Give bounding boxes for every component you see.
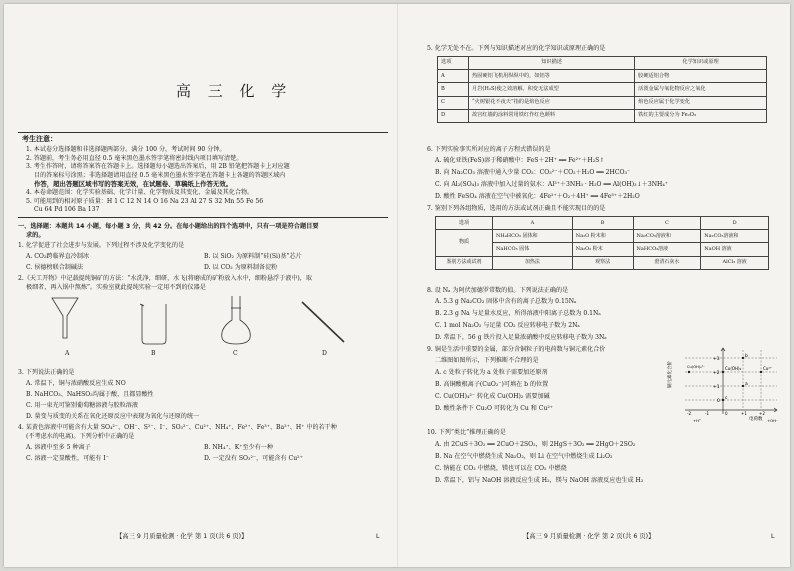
q1-stem: 1. 化学促进了社会进步与发展。下列过程不涉及化学变化的是: [18, 242, 185, 249]
q5-header-desc: 知识描述: [469, 57, 635, 70]
chart-label-a: a: [745, 382, 748, 387]
q10-option-b: B. Na 在空气中燃烧生成 Na₂O₂，则 Li 在空气中燃烧生成 Li₂O₂: [435, 453, 613, 460]
q7-stem: 7. 鉴别下列各组物质，选用的方法或试剂正确且不能实现目的的是: [427, 205, 606, 212]
page-2: [397, 4, 790, 567]
notes-bottom-rule: [18, 217, 388, 218]
q6-option-c: C. 向 Al₂(SO₄)₃ 溶液中加入过量的氨水：Al³⁺＋3NH₃ · H₂O ══ Al(OH)₃↓＋3NH₄⁺: [435, 181, 669, 188]
q3-stem: 3. 下列说法正确的是: [18, 369, 75, 376]
note-line-1: 1. 本试卷分选择题和非选择题两部分。满分 100 分，考试时间 90 分钟。: [26, 146, 226, 153]
funnel-icon: [52, 298, 78, 338]
note-line-3: 3. 考生作答时，请将答案答在答题卡上。选择题每小题选出答案后，用 2B 铅笔把答题卡上对应题: [26, 163, 290, 170]
chart-ytick-2: +2: [713, 371, 720, 376]
chart-point-cuoh2: [722, 371, 724, 373]
chart-xtick-m2: -2: [687, 411, 691, 416]
q5-row-b-option: B: [438, 83, 469, 96]
q7-c-substance-2: NaHCO₃溶液: [633, 243, 701, 256]
q6-option-d: D. 酸性 FeSO₄ 溶液在空气中被氧化：4Fe²⁺＋O₂＋4H⁺ ══ 4Fe³⁺＋2H₂O: [435, 193, 640, 200]
chart-label-cu2plus: Cu²⁺: [763, 366, 773, 371]
section-1-heading-cont: 求的。: [26, 232, 45, 239]
copper-valence-chart: [665, 344, 783, 424]
q10-option-c: C. 钠能在 CO₂ 中燃烧，镁也可以在 CO₂ 中燃烧: [435, 465, 567, 472]
note-line-6: 4. 本卷命题范围：化学实验基础、化学计量、化学物质及其变化、金属及其化合物。: [26, 189, 254, 196]
q7-a-method: 加热法: [493, 256, 573, 269]
q4-option-c: C. 溶液一定显酸性，可能有 I⁻: [26, 455, 109, 462]
q4-option-b: B. NH₄⁺、K⁺至少有一种: [204, 444, 273, 451]
chart-label-c: c: [725, 396, 728, 401]
q7-row-method-label: 鉴别方法或试剂: [436, 256, 493, 269]
chart-note-oh: +OH⁻: [767, 418, 779, 423]
note-line-8: Cu 64 Pd 106 Ba 137: [34, 206, 100, 213]
exam-title: 高 三 化 学: [176, 82, 293, 100]
table-row: [438, 70, 767, 83]
q9-stem-1: 9. 铜是生活中重要的金属，部分含铜粒子的电荷数与铜元素化合价: [427, 346, 606, 353]
table-row: [438, 96, 767, 109]
chart-point-cuoh4: [688, 371, 690, 373]
q7-b-method: 观察法: [572, 256, 633, 269]
q8-option-c: C. 1 mol Na₂O₂ 与足量 CO₂ 反应转移电子数为 2Nₐ: [435, 322, 580, 329]
q10-stem: 10. 下列“类比”推理正确的是: [427, 429, 506, 436]
chart-ytick-1: +1: [713, 385, 720, 390]
q5-row-d-principle: 铁红的主要成分为 Fe₂O₃: [635, 109, 767, 122]
q7-b-substance-2: Na₂O₂ 粉末: [572, 243, 633, 256]
glass-rod-icon: [302, 302, 344, 342]
notes-title: 考生注意：: [22, 135, 57, 143]
q3-option-d: D. 量变与质变的关系在氧化还原反应中表现为氧化与还原的统一: [26, 413, 200, 420]
q3-option-a: A. 常温下，铜与浓硝酸反应生成 NO: [26, 380, 126, 387]
q5-row-a-desc: 热固硬铝飞机用纵纵中的，如铝等: [469, 70, 635, 83]
q7-d-substance-2: NaOH 溶液: [701, 243, 769, 256]
q3-option-b: B. NaHCO₃、NaHSO₃均属于酸，且都显酸性: [26, 391, 154, 398]
q7-header-c: C: [633, 217, 701, 230]
chart-point-b: [742, 357, 744, 359]
q9-stem-2: 二维图如图所示，下列推断不合理的是: [435, 357, 539, 364]
footer-mark-2: L: [771, 533, 775, 540]
q4-option-d: D. 一定没有 SO₃²⁻，可能含有 Cu²⁺: [204, 455, 303, 462]
q5-stem: 5. 化学无处不在。下列与知识描述对应的化学知识或原理正确的是: [427, 45, 606, 52]
q5-row-d-option: D: [438, 109, 469, 122]
q4-option-a: A. 溶液中至多 5 种离子: [26, 444, 91, 451]
chart-xtick-p1: +1: [741, 411, 747, 416]
notes-top-rule: [18, 132, 388, 133]
chart-label-cuoh4: Cu(OH)₄²⁻: [687, 365, 705, 369]
chart-ytick-0: 0: [717, 399, 720, 404]
q7-table: [435, 216, 769, 270]
note-line-4: 目的答案标号涂黑；非选择题请用直径 0.5 毫米黑色墨水签字笔在答题卡上各题的答题区域内: [34, 171, 286, 179]
table-row: [436, 256, 769, 269]
q5-row-b-principle: 活泼金属与氧化物反应之氧化: [635, 83, 767, 96]
chart-point-a: [742, 385, 744, 387]
q7-c-substance-1: Na₂CO₃溶液和: [633, 230, 701, 243]
q1-option-c: C. 侯德榜联合制碱法: [26, 264, 84, 271]
q5-table: [437, 56, 767, 123]
section-1-heading: 一、选择题：本题共 14 小题，每小题 3 分，共 42 分。在每小题给出的四个选项中，只有一项是符合题目要: [18, 223, 319, 230]
q1-option-a: A. CO₂跨临界直冷制冰: [26, 253, 90, 260]
q8-option-b: B. 2.3 g Na 与足量水反应，所得溶液中阳离子总数为 0.1Nₐ: [435, 310, 601, 317]
chart-label-b: b: [745, 354, 748, 359]
q4-stem-1: 4. 某黄色溶液中可能含有大量 SO₄²⁻、OH⁻、S²⁻、I⁻、SO₃²⁻、Cu²⁺、NH₄⁺、Fe²⁺、Fe³⁺、Ba²⁺、H⁺ 中的若干种: [18, 424, 337, 431]
q6-stem: 6. 下列实验事实所对应的离子方程式错误的是: [427, 146, 551, 153]
table-header-row: [438, 57, 767, 70]
exam-sheet: [4, 4, 790, 567]
q5-header-option: 选项: [438, 57, 469, 70]
q7-a-substance-2: NaHCO₃ 固体: [493, 243, 573, 256]
footer-page-2: 【高三 9 月质量检测 · 化学 第 2 页(共 6 页)】: [523, 533, 655, 540]
volumetric-flask-icon: [222, 296, 251, 344]
q5-row-a-option: A: [438, 70, 469, 83]
q7-header-b: B: [572, 217, 633, 230]
q5-row-d-desc: 故宫红墙的涂料常用铁红作红色颜料: [469, 109, 635, 122]
chart-xtick-p2: +2: [759, 411, 765, 416]
note-line-5: 作答，超出答题区域书写的答案无效，在试题卷、草稿纸上作答无效。: [34, 180, 233, 188]
q7-d-substance-1: Na₂CO₃溶液和: [701, 230, 769, 243]
q8-stem: 8. 设 Nₐ 为阿伏加德罗常数的值。下列说法正确的是: [427, 287, 569, 294]
footer-mark-1: L: [376, 533, 380, 540]
q9-option-c: C. Cu(OH)₄²⁻ 转化成 Cu(OH)₂ 需要加碱: [435, 393, 550, 400]
chart-xtick-0: 0: [725, 411, 728, 416]
q9-option-d: D. 酸性条件下 Cu₂O 可转化为 Cu 和 Cu²⁺: [435, 405, 554, 412]
q7-row-substance-label: 物质: [436, 230, 493, 256]
q2-stem-1: 2.《天工开物》中记载提纯铜矿的方法：“水洗净，细研，水飞(将磨成的矿粉放入水中，细粉悬浮于液中)，取: [18, 275, 312, 282]
lab-apparatus-figure: [44, 294, 354, 350]
q7-header-option: 选项: [436, 217, 493, 230]
chart-point-cu2plus: [760, 371, 762, 373]
q8-option-a: A. 5.3 g Na₂CO₃ 固体中含有的离子总数为 0.15Nₐ: [435, 298, 577, 305]
q2-label-b: B: [151, 350, 156, 357]
q9-option-b: B. 高铜酸根离子(CuO₂⁻)可填在 b 的位置: [435, 381, 549, 388]
chart-xtick-m1: -1: [705, 411, 709, 416]
table-row: [436, 230, 769, 243]
q7-b-substance-1: Na₂O 粉末和: [572, 230, 633, 243]
q10-option-a: A. 由 2CuS＋3O₂ ══ 2CuO＋2SO₂，则 2HgS＋3O₂ ══ 2HgO＋2SO₂: [435, 441, 636, 448]
table-row: [438, 83, 767, 96]
chart-point-c: [722, 399, 724, 401]
chart-xlabel: 电荷数: [749, 417, 763, 422]
chart-ytick-3: +3: [713, 357, 720, 362]
chart-label-cuoh2: Cu(OH)₂: [725, 366, 742, 371]
q1-option-d: D. 以 CO₂ 为原料制备淀粉: [204, 264, 278, 271]
q7-a-substance-1: NH₄HCO₃ 固体和: [493, 230, 573, 243]
table-header-row: [436, 217, 769, 230]
q6-option-a: A. 硫化亚铁(FeS)溶于稀硝酸中：FeS＋2H⁺ ══ Fe²⁺＋H₂S↑: [435, 157, 605, 164]
q2-label-a: A: [65, 350, 70, 357]
q9-option-a: A. c 处粒子转化为 a 处粒子需要加还原剂: [435, 369, 548, 376]
page-1: [4, 4, 397, 567]
q7-header-d: D: [701, 217, 769, 230]
q2-label-c: C: [233, 350, 238, 357]
beaker-icon: [140, 304, 166, 344]
q5-row-c-desc: “火树银花不夜天”指的是焰色反应: [469, 96, 635, 109]
q5-header-principle: 化学知识或原理: [635, 57, 767, 70]
note-line-7: 5. 可能用到的相对原子质量：H 1 C 12 N 14 O 16 Na 23 Al 27 S 32 Mn 55 Fe 56: [26, 197, 264, 205]
q1-option-b: B. 以 SiO₂ 为原料制“硅(Si)基”芯片: [204, 253, 302, 260]
table-row: [438, 109, 767, 122]
q5-row-c-principle: 焰色反应属于化学变化: [635, 96, 767, 109]
q7-d-method: AlCl₃ 溶液: [701, 256, 769, 269]
chart-gridlines: [685, 350, 777, 410]
chart-note-h: +H⁺: [693, 418, 702, 423]
q7-header-a: A: [493, 217, 573, 230]
q8-option-d: D. 常温下，56 g 铁片投入足量浓硝酸中反应转移电子数为 3Nₐ: [435, 334, 607, 341]
q4-stem-2: (不考虑水的电离)。下列分析中正确的是: [26, 433, 135, 440]
q10-option-d: D. 常温下，铝与 NaOH 溶液反应生成 H₂，镁与 NaOH 溶液反应也生成 H₂: [435, 477, 644, 484]
q5-row-c-option: C: [438, 96, 469, 109]
q7-c-method: 澄清石灰水: [633, 256, 701, 269]
q5-row-a-principle: 胶硬适铝合物: [635, 70, 767, 83]
footer-page-1: 【高三 9 月质量检测 · 化学 第 1 页(共 6 页)】: [116, 533, 248, 540]
note-line-2: 2. 答题前，考生务必用直径 0.5 毫米黑色墨水签字笔将密封线内项目填写清楚。: [26, 154, 243, 162]
q6-option-b: B. 向 Na₂CO₃ 溶液中通入少量 CO₂：CO₃²⁻＋CO₂＋H₂O ══ 2HCO₃⁻: [435, 169, 631, 176]
q3-option-c: C. 用一束光可鉴别葡萄糖溶液与胶粒溶液: [26, 402, 138, 409]
q2-stem-2: 极细者，再入锅中熬炼”。实验室就此提纯实验一定用不到的仪器是: [26, 284, 206, 291]
q2-label-d: D: [322, 350, 327, 357]
chart-ylabel: 铜元素化合价: [668, 361, 673, 388]
q5-row-b-desc: 月岩(H₂S)使之效溶解，积变无法成型: [469, 83, 635, 96]
